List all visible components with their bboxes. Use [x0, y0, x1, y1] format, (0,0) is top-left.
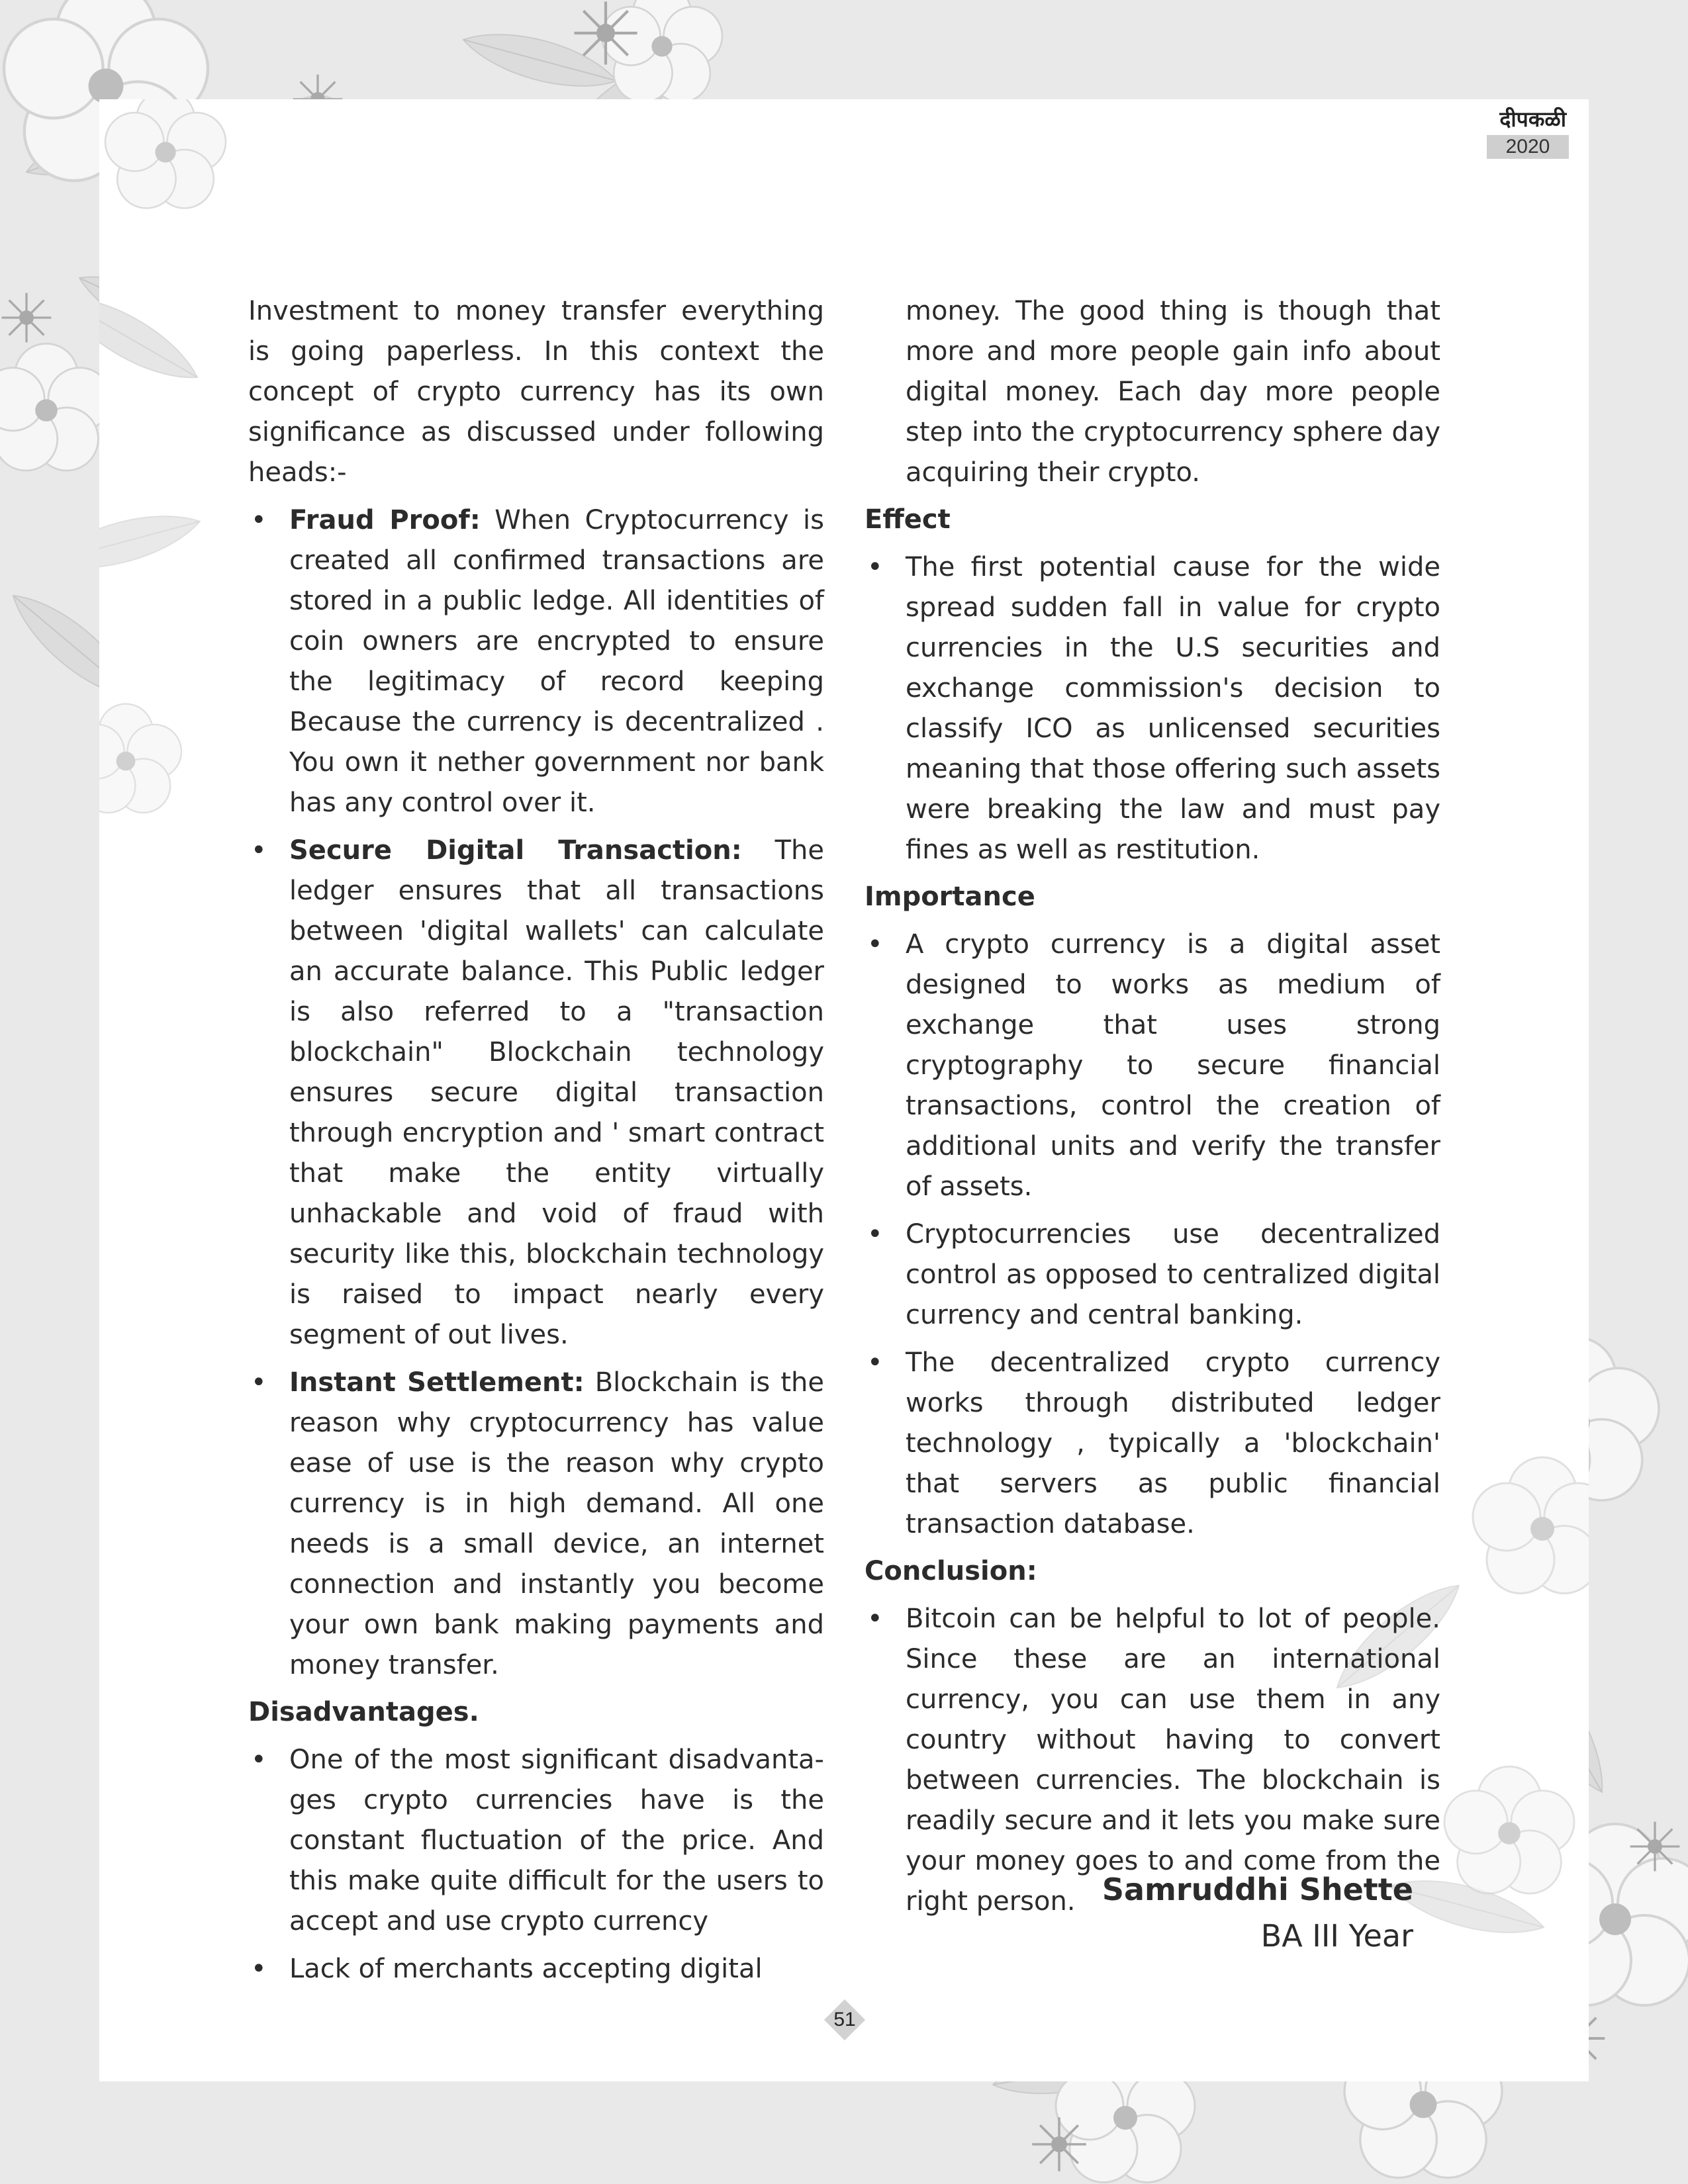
- masthead: [1487, 106, 1569, 159]
- magazine-year-badge: 2020: [1487, 135, 1569, 159]
- section-heading-importance: Importance: [865, 882, 1035, 912]
- bullet-icon: •: [251, 1367, 267, 1398]
- list-item-term: Instant Settlement:: [289, 1367, 585, 1398]
- list-item-text: A crypto currency is a digital asset designed to works as medium of exchange that uses strong cryptography to secure financial transactions, control the creation of additional units and verify the transfer of assets.: [906, 929, 1440, 1202]
- list-item-text: The ledger ensures that all transactions between 'digital wallets' can calculate an accurate balance. This Public ledger is also referred to a "transaction blockchain" Blockchain technology ensures secure digital transaction through encryption and ' smart contract that make the entity virtually unhackable and void of fraud with security like this, blockchain technology is raised to impact nearly every segment of out lives.: [289, 835, 825, 1350]
- list-item: [248, 1363, 824, 1686]
- list-item-text: The decentralized crypto currency works through distributed ledger technology , typically a 'blockchain' that servers as public financial transaction database.: [906, 1347, 1440, 1539]
- bullet-icon: •: [251, 1954, 267, 1984]
- list-item-text: The first potential cause for the wide spread sudden fall in value for crypto currencies in the U.S securities and exchange commission's decision to classify ICO as unlicensed securities meaning that those offering such assets were breaking the law and must pay fines as well as restitution.: [906, 552, 1440, 865]
- bullet-icon: •: [867, 1347, 883, 1378]
- author-class: BA III Year: [1260, 1918, 1413, 1954]
- section-heading-effect: Effect: [865, 504, 951, 535]
- bullet-icon: •: [867, 552, 883, 582]
- bullet-icon: •: [867, 1219, 883, 1250]
- author-signature: [1102, 1866, 1413, 1959]
- list-item: [248, 831, 824, 1355]
- list-item: [248, 1740, 824, 1942]
- sheet-floral-overlay-left: [99, 99, 271, 893]
- list-item: [248, 1949, 824, 1989]
- author-name: Samruddhi Shette: [1102, 1872, 1413, 1907]
- list-item-text: Cryptocurrencies use decentralized control as opposed to centralized digital currency and central banking.: [906, 1219, 1440, 1330]
- list-item-text: Lack of merchants accepting digital: [289, 1954, 763, 1984]
- bullet-icon: •: [251, 835, 267, 866]
- list-item-text: Blockchain is the reason why cryptocurrency has value ease of use is the reason why crypto currency is in high demand. All one needs is a small device, an internet connection and instantly you become your own bank making payments and money transfer.: [289, 1367, 824, 1680]
- disadvantages-list: [248, 1740, 824, 1989]
- list-item-text: When Cryptocurrency is created all confirmed transactions are stored in a public ledge. All identities of coin owners are encrypted to ensure the legitimacy of record keeping Because the currency is decentralized . You own it nether government nor bank has any control over it.: [289, 505, 824, 818]
- list-item: [865, 547, 1440, 870]
- right-column: [865, 291, 1440, 1922]
- list-item: [248, 500, 824, 823]
- page-number: 51: [833, 2009, 856, 2030]
- list-item: [865, 1343, 1440, 1545]
- page-number-badge: [823, 1999, 866, 2041]
- left-column: [248, 291, 824, 1989]
- bullet-icon: •: [251, 1745, 267, 1775]
- list-item-text: One of the most significant disadvanta-ges crypto currencies have is the constant fluctuation of the price. And this make quite difficult for the users to accept and use crypto currency: [289, 1745, 824, 1936]
- importance-list: [865, 925, 1440, 1545]
- benefits-list: [248, 500, 824, 1686]
- list-item-term: Secure Digital Transaction:: [289, 835, 742, 866]
- section-heading-disadvantages: Disadvantages.: [248, 1697, 479, 1727]
- list-item: [865, 1214, 1440, 1336]
- section-heading-conclusion: Conclusion:: [865, 1556, 1037, 1586]
- magazine-title: दीपकळी: [1499, 107, 1566, 132]
- effect-list: [865, 547, 1440, 870]
- list-item-text: Bitcoin can be helpful to lot of people. Since these are an international currency, you can use them in any country without having to convert between currencies. The blockchain is readily secure and it lets you make sure your money goes to and come from the right person.: [906, 1604, 1440, 1917]
- bullet-icon: •: [251, 505, 267, 535]
- list-item-term: Fraud Proof:: [289, 505, 481, 535]
- list-item: [865, 925, 1440, 1207]
- continuation-paragraph: money. The good thing is though that more and more people gain info about digital money. Each day more people step into the cryptocurrency sphere day acquiring their crypto.: [906, 296, 1440, 488]
- bullet-icon: •: [867, 1604, 883, 1634]
- intro-paragraph: Investment to money transfer everything is going paperless. In this context the concept of crypto currency has its own significance as discussed under following heads:-: [248, 296, 824, 488]
- bullet-icon: •: [867, 929, 883, 960]
